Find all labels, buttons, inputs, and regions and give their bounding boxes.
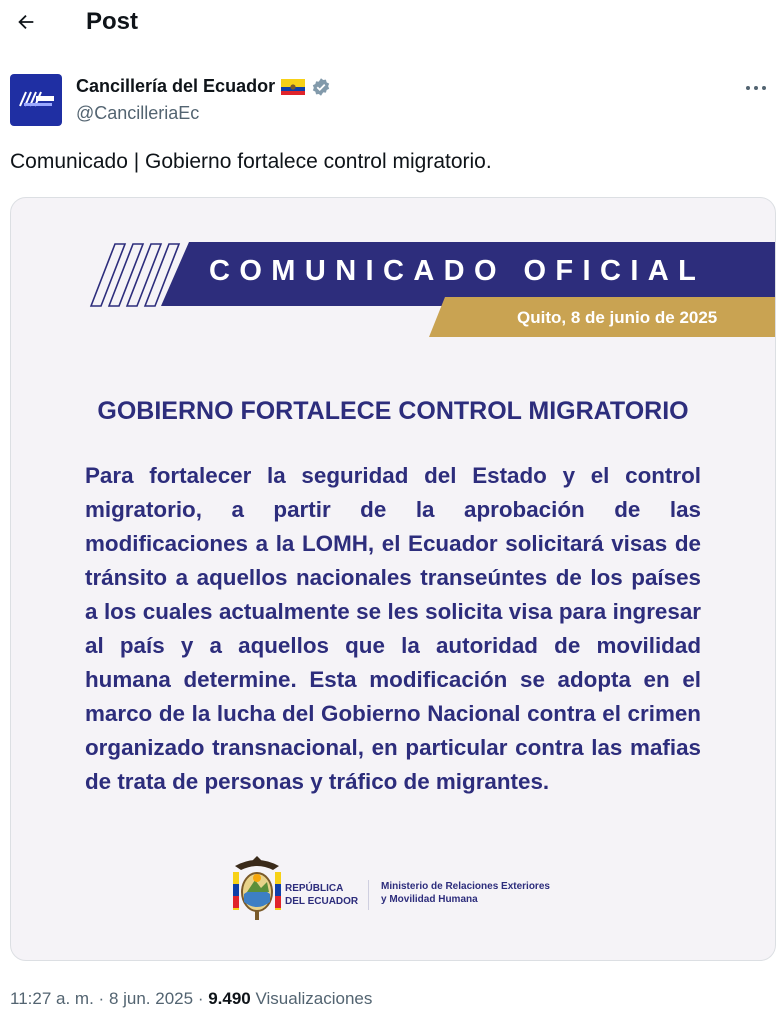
author-display-name[interactable]: Cancillería del Ecuador xyxy=(76,76,276,96)
avatar[interactable] xyxy=(10,74,62,126)
banner-title: COMUNICADO OFICIAL xyxy=(209,255,706,287)
meta-separator: · xyxy=(98,989,105,1008)
author-handle[interactable]: @CancilleriaEc xyxy=(76,103,200,123)
tweet-text: Comunicado | Gobierno fortalece control migratorio. xyxy=(10,150,492,173)
top-bar xyxy=(0,0,780,50)
back-button[interactable] xyxy=(8,4,44,40)
tweet-date[interactable]: 8 jun. 2025 xyxy=(108,989,194,1008)
ecuador-flag-icon xyxy=(281,79,305,95)
logo-divider xyxy=(368,880,369,910)
tweet-meta xyxy=(10,989,372,1009)
communique-date: Quito, 8 de junio de 2025 xyxy=(517,308,718,327)
more-horizontal-icon xyxy=(745,85,767,91)
views-count[interactable]: 9.490 xyxy=(208,989,251,1008)
republica-label: REPÚBLICA DEL ECUADOR xyxy=(285,883,359,907)
meta-separator: · xyxy=(197,989,204,1008)
ecuador-coat-of-arms-icon xyxy=(229,856,285,922)
arrow-left-icon xyxy=(15,11,37,33)
author-name-row xyxy=(76,76,331,97)
views-label: Visualizaciones xyxy=(255,989,373,1008)
communique-body: Para fortalecer la seguridad del Estado y el control migratorio, a partir de la aprobación de las modificaciones a la LOMH, el Ecuador solicitará visas de tránsito a aquellos nacionales transeúntes de los países a los cuales actualmente se les solicita visa para ingresar al país y a aquellos que la autoridad de movilidad humana determine. Esta modificación se adopta en el marco de la lucha del Gobierno Nacional contra el crimen organizado transnacional, en particular contra las mafias de trata de personas y tráfico de migrantes. xyxy=(85,463,701,794)
tweet-time[interactable]: 11:27 a. m. xyxy=(10,989,94,1008)
page-title: Post xyxy=(86,8,139,35)
tweet-media-image[interactable] xyxy=(10,197,776,961)
cancilleria-logo-icon xyxy=(16,88,56,112)
verified-badge-icon xyxy=(311,77,331,97)
ministerio-label: Ministerio de Relaciones Exteriores y Movilidad Humana xyxy=(381,881,550,905)
more-options-button[interactable] xyxy=(742,76,770,100)
institution-logos xyxy=(229,850,569,930)
communique-heading: GOBIERNO FORTALECE CONTROL MIGRATORIO xyxy=(97,397,689,425)
